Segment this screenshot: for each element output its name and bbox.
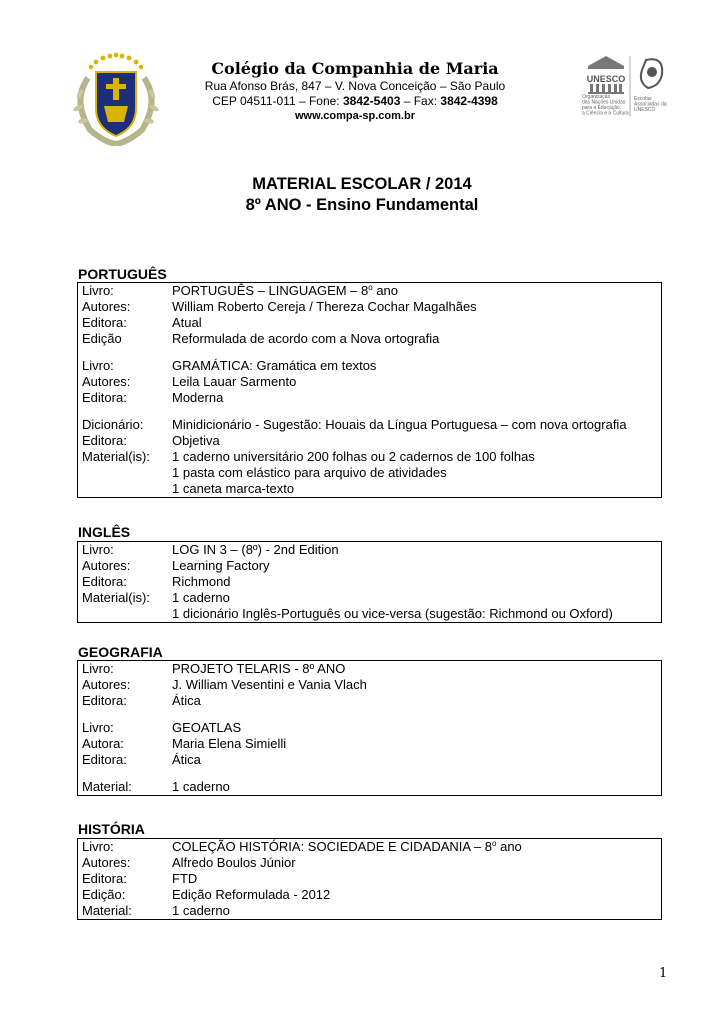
unesco-logo-text: UNESCO bbox=[586, 74, 626, 84]
section-title-historia: HISTÓRIA bbox=[78, 821, 145, 837]
list-item: Edição: Edição Reformulada - 2012 bbox=[82, 887, 331, 902]
section-box-ingles bbox=[77, 541, 662, 623]
school-contact: CEP 04511-011 – Fone: 3842-5403 – Fax: 3842-4398 bbox=[212, 94, 498, 108]
phone-number: 3842-5403 bbox=[342, 94, 401, 108]
list-item: Editora: Atual bbox=[82, 315, 202, 330]
unesco-cap-1-caption: Organização das Nações Unidas para a Educação, a Ciência e a Cultura bbox=[582, 94, 629, 117]
list-item: 1 caneta marca-texto bbox=[172, 481, 295, 496]
list-item: Livro: COLEÇÃO HISTÓRIA: SOCIEDADE E CIDADANIA – 8$^o$ ano bbox=[82, 839, 522, 854]
section-title-portugues: PORTUGUÊS bbox=[78, 266, 167, 282]
section-title-ingles: INGLÊS bbox=[78, 524, 131, 540]
list-item: Autores: Learning Factory bbox=[82, 558, 270, 573]
list-item: Dicionário: Minidicionário - Sugestão: Houais da Língua Portuguesa – com nova ortografia bbox=[82, 417, 627, 432]
list-item: Editora: Ática bbox=[82, 693, 201, 708]
list-item: Material: 1 caderno bbox=[82, 903, 230, 918]
list-item: Editora: Objetiva bbox=[82, 433, 220, 448]
section-title-geografia: GEOGRAFIA bbox=[78, 644, 163, 660]
fax-number: 3842-4398 bbox=[440, 94, 498, 108]
list-item: Autores: Leila Lauar Sarmento bbox=[82, 374, 297, 389]
list-item: Autores: Alfredo Boulos Júnior bbox=[82, 855, 296, 870]
list-item: Livro: PROJETO TELARIS - 8º ANO bbox=[82, 661, 346, 676]
school-coat-of-arms-logo bbox=[66, 50, 166, 146]
section-box-geografia bbox=[77, 660, 662, 796]
list-item: Editora: Ática bbox=[82, 752, 201, 767]
list-item: 1 pasta com elástico para arquivo de atividades bbox=[172, 465, 447, 480]
list-item: Livro: LOG IN 3 – (8º) - 2nd Edition bbox=[82, 542, 339, 557]
list-item: Editora: Moderna bbox=[82, 390, 224, 405]
list-item: Material: 1 caderno bbox=[82, 779, 230, 794]
school-header bbox=[180, 59, 530, 124]
list-item: Material(is): 1 caderno universitário 200 folhas ou 2 cadernos de 100 folhas bbox=[82, 449, 535, 464]
document-title: MATERIAL ESCOLAR / 2014 bbox=[252, 175, 472, 193]
list-item: Autora: Maria Elena Simielli bbox=[82, 736, 287, 751]
school-address: Rua Afonso Brás, 847 – V. Nova Conceição – São Paulo bbox=[204, 79, 506, 93]
document-subtitle: 8º ANO - Ensino Fundamental bbox=[245, 196, 479, 214]
list-item: Editora: FTD bbox=[82, 871, 198, 886]
unesco-associated-schools-logo bbox=[582, 52, 680, 118]
list-item: Edição Reformulada de acordo com a Nova ortografia bbox=[82, 331, 440, 346]
page-number: 1 bbox=[659, 966, 668, 981]
section-box-historia bbox=[77, 838, 662, 920]
list-item: Autores: William Roberto Cereja / Thereza Cochar Magalhães bbox=[82, 299, 477, 314]
unesco-cap-2-caption: Escolas Associadas da UNESCO bbox=[634, 96, 667, 113]
section-box-portugues bbox=[77, 282, 662, 498]
school-website: www.compa-sp.com.br bbox=[294, 110, 415, 122]
school-name: Colégio da Companhia de Maria bbox=[211, 59, 499, 78]
list-item: Livro: GEOATLAS bbox=[82, 720, 242, 735]
list-item: Material(is): 1 caderno bbox=[82, 590, 230, 605]
list-item: Editora: Richmond bbox=[82, 574, 231, 589]
list-item: Autores: J. William Vesentini e Vania Vlach bbox=[82, 677, 367, 692]
list-item: Livro: PORTUGUÊS – LINGUAGEM – 8$^o$ ano bbox=[82, 283, 399, 298]
list-item: 1 dicionário Inglês-Português ou vice-versa (sugestão: Richmond ou Oxford) bbox=[172, 606, 613, 621]
list-item: Livro: GRAMÁTICA: Gramática em textos bbox=[82, 358, 377, 373]
